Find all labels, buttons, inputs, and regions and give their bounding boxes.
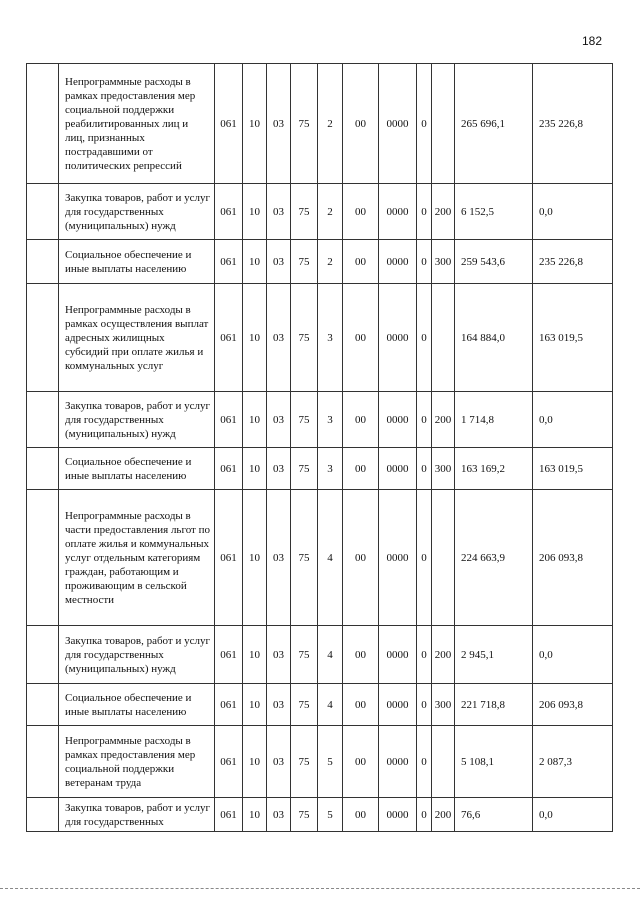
sub-code-cell: 0 <box>417 798 432 832</box>
group-code-cell: 00 <box>343 726 379 798</box>
sub-code-cell: 0 <box>417 626 432 684</box>
group-code-cell: 00 <box>343 798 379 832</box>
subprogram-code-cell: 3 <box>318 284 343 392</box>
direction-code-cell: 0000 <box>379 798 417 832</box>
group-code-cell: 00 <box>343 64 379 184</box>
sub-code-cell: 0 <box>417 726 432 798</box>
amount-1-cell: 5 108,1 <box>455 726 533 798</box>
description-cell: Непрограммные расходы в рамках предоставления мер социальной поддержки реабилитированных лиц и лиц, признанных пострадавшими от политических репрессий <box>59 64 215 184</box>
description-cell: Социальное обеспечение и иные выплаты населению <box>59 448 215 490</box>
expense-type-cell: 300 <box>432 240 455 284</box>
table-row <box>27 798 613 832</box>
empty-cell <box>27 626 59 684</box>
amount-1-cell: 164 884,0 <box>455 284 533 392</box>
table-row <box>27 490 613 626</box>
table-row <box>27 626 613 684</box>
amount-2-cell: 206 093,8 <box>533 684 613 726</box>
amount-2-cell: 163 019,5 <box>533 448 613 490</box>
sub-code-cell: 0 <box>417 64 432 184</box>
ministry-code-cell: 061 <box>215 240 243 284</box>
subprogram-code-cell: 2 <box>318 240 343 284</box>
expense-type-cell: 200 <box>432 392 455 448</box>
amount-1-cell: 2 945,1 <box>455 626 533 684</box>
table-row <box>27 726 613 798</box>
direction-code-cell: 0000 <box>379 240 417 284</box>
amount-2-cell: 235 226,8 <box>533 240 613 284</box>
subsection-code-cell: 03 <box>267 684 291 726</box>
sub-code-cell: 0 <box>417 448 432 490</box>
description-cell: Социальное обеспечение и иные выплаты населению <box>59 240 215 284</box>
description-cell: Социальное обеспечение и иные выплаты населению <box>59 684 215 726</box>
ministry-code-cell: 061 <box>215 284 243 392</box>
direction-code-cell: 0000 <box>379 184 417 240</box>
sub-code-cell: 0 <box>417 490 432 626</box>
section-code-cell: 10 <box>243 240 267 284</box>
empty-cell <box>27 448 59 490</box>
subprogram-code-cell: 5 <box>318 798 343 832</box>
table-row <box>27 284 613 392</box>
subsection-code-cell: 03 <box>267 448 291 490</box>
page-number: 182 <box>581 34 602 48</box>
ministry-code-cell: 061 <box>215 184 243 240</box>
section-code-cell: 10 <box>243 626 267 684</box>
program-code-cell: 75 <box>291 726 318 798</box>
expense-type-cell: 200 <box>432 798 455 832</box>
amount-2-cell: 163 019,5 <box>533 284 613 392</box>
table-row <box>27 64 613 184</box>
direction-code-cell: 0000 <box>379 64 417 184</box>
expense-type-cell: 300 <box>432 448 455 490</box>
subsection-code-cell: 03 <box>267 798 291 832</box>
empty-cell <box>27 284 59 392</box>
expense-type-cell <box>432 490 455 626</box>
direction-code-cell: 0000 <box>379 448 417 490</box>
description-cell: Непрограммные расходы в рамках осуществления выплат адресных жилищных субсидий при оплате жилья и коммунальных услуг <box>59 284 215 392</box>
expense-type-cell <box>432 64 455 184</box>
group-code-cell: 00 <box>343 184 379 240</box>
direction-code-cell: 0000 <box>379 284 417 392</box>
section-code-cell: 10 <box>243 490 267 626</box>
subsection-code-cell: 03 <box>267 626 291 684</box>
direction-code-cell: 0000 <box>379 684 417 726</box>
expense-type-cell <box>432 284 455 392</box>
subsection-code-cell: 03 <box>267 392 291 448</box>
amount-1-cell: 163 169,2 <box>455 448 533 490</box>
section-code-cell: 10 <box>243 448 267 490</box>
group-code-cell: 00 <box>343 490 379 626</box>
page-bottom-edge <box>0 888 640 889</box>
sub-code-cell: 0 <box>417 284 432 392</box>
section-code-cell: 10 <box>243 184 267 240</box>
amount-2-cell: 0,0 <box>533 392 613 448</box>
section-code-cell: 10 <box>243 726 267 798</box>
subprogram-code-cell: 4 <box>318 490 343 626</box>
table-row <box>27 448 613 490</box>
table-row <box>27 240 613 284</box>
ministry-code-cell: 061 <box>215 726 243 798</box>
empty-cell <box>27 184 59 240</box>
sub-code-cell: 0 <box>417 392 432 448</box>
empty-cell <box>27 240 59 284</box>
amount-2-cell: 206 093,8 <box>533 490 613 626</box>
empty-cell <box>27 490 59 626</box>
section-code-cell: 10 <box>243 392 267 448</box>
expense-type-cell: 200 <box>432 626 455 684</box>
program-code-cell: 75 <box>291 798 318 832</box>
subprogram-code-cell: 2 <box>318 184 343 240</box>
table-row <box>27 392 613 448</box>
subprogram-code-cell: 4 <box>318 684 343 726</box>
description-cell: Закупка товаров, работ и услуг для государственных <box>59 798 215 832</box>
amount-1-cell: 265 696,1 <box>455 64 533 184</box>
group-code-cell: 00 <box>343 626 379 684</box>
program-code-cell: 75 <box>291 284 318 392</box>
ministry-code-cell: 061 <box>215 626 243 684</box>
empty-cell <box>27 684 59 726</box>
amount-2-cell: 0,0 <box>533 626 613 684</box>
description-cell: Закупка товаров, работ и услуг для государственных (муниципальных) нужд <box>59 626 215 684</box>
ministry-code-cell: 061 <box>215 392 243 448</box>
sub-code-cell: 0 <box>417 684 432 726</box>
direction-code-cell: 0000 <box>379 626 417 684</box>
empty-cell <box>27 726 59 798</box>
subsection-code-cell: 03 <box>267 64 291 184</box>
program-code-cell: 75 <box>291 490 318 626</box>
amount-2-cell: 0,0 <box>533 184 613 240</box>
table-row <box>27 684 613 726</box>
amount-1-cell: 1 714,8 <box>455 392 533 448</box>
program-code-cell: 75 <box>291 684 318 726</box>
ministry-code-cell: 061 <box>215 798 243 832</box>
expense-type-cell: 300 <box>432 684 455 726</box>
group-code-cell: 00 <box>343 684 379 726</box>
budget-table <box>26 63 613 832</box>
subsection-code-cell: 03 <box>267 726 291 798</box>
table-body <box>27 64 613 832</box>
amount-2-cell: 235 226,8 <box>533 64 613 184</box>
subsection-code-cell: 03 <box>267 240 291 284</box>
amount-2-cell: 0,0 <box>533 798 613 832</box>
description-cell: Закупка товаров, работ и услуг для государственных (муниципальных) нужд <box>59 392 215 448</box>
subsection-code-cell: 03 <box>267 490 291 626</box>
expense-type-cell <box>432 726 455 798</box>
amount-1-cell: 259 543,6 <box>455 240 533 284</box>
ministry-code-cell: 061 <box>215 448 243 490</box>
section-code-cell: 10 <box>243 798 267 832</box>
section-code-cell: 10 <box>243 64 267 184</box>
subprogram-code-cell: 3 <box>318 448 343 490</box>
direction-code-cell: 0000 <box>379 392 417 448</box>
program-code-cell: 75 <box>291 448 318 490</box>
amount-1-cell: 6 152,5 <box>455 184 533 240</box>
section-code-cell: 10 <box>243 684 267 726</box>
amount-1-cell: 224 663,9 <box>455 490 533 626</box>
group-code-cell: 00 <box>343 448 379 490</box>
direction-code-cell: 0000 <box>379 490 417 626</box>
description-cell: Закупка товаров, работ и услуг для государственных (муниципальных) нужд <box>59 184 215 240</box>
empty-cell <box>27 798 59 832</box>
sub-code-cell: 0 <box>417 240 432 284</box>
subprogram-code-cell: 5 <box>318 726 343 798</box>
subprogram-code-cell: 2 <box>318 64 343 184</box>
subsection-code-cell: 03 <box>267 184 291 240</box>
program-code-cell: 75 <box>291 626 318 684</box>
empty-cell <box>27 392 59 448</box>
group-code-cell: 00 <box>343 240 379 284</box>
group-code-cell: 00 <box>343 392 379 448</box>
subprogram-code-cell: 4 <box>318 626 343 684</box>
group-code-cell: 00 <box>343 284 379 392</box>
subsection-code-cell: 03 <box>267 284 291 392</box>
subprogram-code-cell: 3 <box>318 392 343 448</box>
description-cell: Непрограммные расходы в рамках предоставления мер социальной поддержки ветеранам труда <box>59 726 215 798</box>
sub-code-cell: 0 <box>417 184 432 240</box>
program-code-cell: 75 <box>291 64 318 184</box>
amount-1-cell: 221 718,8 <box>455 684 533 726</box>
program-code-cell: 75 <box>291 392 318 448</box>
direction-code-cell: 0000 <box>379 726 417 798</box>
program-code-cell: 75 <box>291 184 318 240</box>
ministry-code-cell: 061 <box>215 64 243 184</box>
ministry-code-cell: 061 <box>215 490 243 626</box>
amount-2-cell: 2 087,3 <box>533 726 613 798</box>
ministry-code-cell: 061 <box>215 684 243 726</box>
section-code-cell: 10 <box>243 284 267 392</box>
amount-1-cell: 76,6 <box>455 798 533 832</box>
program-code-cell: 75 <box>291 240 318 284</box>
expense-type-cell: 200 <box>432 184 455 240</box>
table-row <box>27 184 613 240</box>
empty-cell <box>27 64 59 184</box>
description-cell: Непрограммные расходы в части предоставления льгот по оплате жилья и коммунальных услуг отдельным категориям граждан, работающим и проживающим в сельской местности <box>59 490 215 626</box>
